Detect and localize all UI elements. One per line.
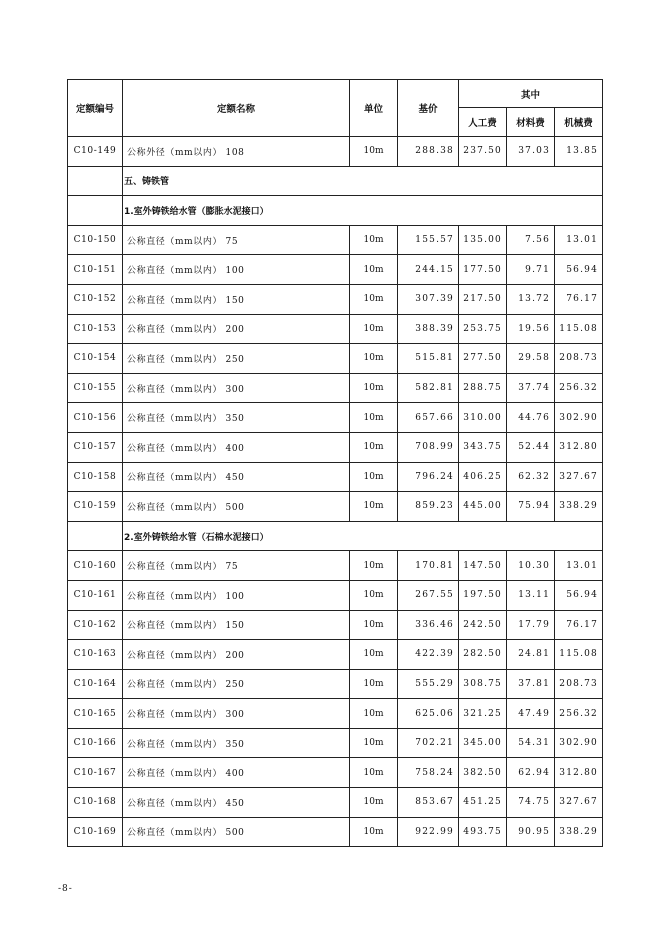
cell-code: C10-158 xyxy=(68,462,123,492)
cell-unit: 10m xyxy=(350,580,398,610)
table-row xyxy=(68,640,603,670)
cell-material: 29.58 xyxy=(507,344,555,374)
cell-base-price: 859.23 xyxy=(398,492,459,522)
table-header xyxy=(68,80,603,137)
table-row xyxy=(68,699,603,729)
cell-material: 44.76 xyxy=(507,403,555,433)
cell-machine: 302.90 xyxy=(555,728,603,758)
cell-unit: 10m xyxy=(350,817,398,847)
cell-labor: 147.50 xyxy=(459,551,507,581)
cell-base-price: 307.39 xyxy=(398,284,459,314)
cell-labor: 406.25 xyxy=(459,462,507,492)
cell-base-price: 422.39 xyxy=(398,640,459,670)
cell-code: C10-169 xyxy=(68,817,123,847)
cell-unit: 10m xyxy=(350,403,398,433)
cell-labor: 277.50 xyxy=(459,344,507,374)
cell-machine: 13.01 xyxy=(555,551,603,581)
cell-machine: 13.01 xyxy=(555,225,603,255)
cell-code: C10-163 xyxy=(68,640,123,670)
cell-base-price: 170.81 xyxy=(398,551,459,581)
cell-machine: 115.08 xyxy=(555,314,603,344)
cell-labor: 135.00 xyxy=(459,225,507,255)
cell-name: 公称直径（mm以内） 300 xyxy=(123,699,350,729)
cell-machine: 312.80 xyxy=(555,432,603,462)
section-row xyxy=(68,196,603,226)
cell-machine: 312.80 xyxy=(555,758,603,788)
header-of-which: 其中 xyxy=(459,80,603,108)
cell-unit: 10m xyxy=(350,284,398,314)
cell-name: 公称直径（mm以内） 100 xyxy=(123,580,350,610)
cell-base-price: 702.21 xyxy=(398,728,459,758)
cell-base-price: 555.29 xyxy=(398,669,459,699)
cell-code: C10-168 xyxy=(68,788,123,818)
cell-machine: 256.32 xyxy=(555,373,603,403)
cell-material: 52.44 xyxy=(507,432,555,462)
cell-unit: 10m xyxy=(350,640,398,670)
cell-code: C10-165 xyxy=(68,699,123,729)
cell-unit: 10m xyxy=(350,492,398,522)
cell-machine: 13.85 xyxy=(555,137,603,167)
table-row xyxy=(68,225,603,255)
cell-code: C10-156 xyxy=(68,403,123,433)
section-code-cell xyxy=(68,521,123,551)
cell-labor: 242.50 xyxy=(459,610,507,640)
cell-name: 公称直径（mm以内） 500 xyxy=(123,492,350,522)
cell-code: C10-157 xyxy=(68,432,123,462)
table-row xyxy=(68,610,603,640)
cell-unit: 10m xyxy=(350,551,398,581)
cell-base-price: 515.81 xyxy=(398,344,459,374)
cell-material: 37.74 xyxy=(507,373,555,403)
quota-table xyxy=(67,79,603,847)
cell-code: C10-151 xyxy=(68,255,123,285)
cell-material: 7.56 xyxy=(507,225,555,255)
cell-code: C10-154 xyxy=(68,344,123,374)
table-row xyxy=(68,492,603,522)
cell-labor: 345.00 xyxy=(459,728,507,758)
header-labor: 人工费 xyxy=(459,108,507,137)
header-material: 材料费 xyxy=(507,108,555,137)
cell-material: 62.32 xyxy=(507,462,555,492)
cell-name: 公称直径（mm以内） 250 xyxy=(123,669,350,699)
cell-name: 公称直径（mm以内） 200 xyxy=(123,314,350,344)
cell-labor: 217.50 xyxy=(459,284,507,314)
table-body xyxy=(68,137,603,847)
section-title: 1.室外铸铁给水管（膨胀水泥接口） xyxy=(123,196,603,226)
cell-code: C10-155 xyxy=(68,373,123,403)
cell-material: 62.94 xyxy=(507,758,555,788)
cell-name: 公称直径（mm以内） 500 xyxy=(123,817,350,847)
table-row xyxy=(68,669,603,699)
cell-machine: 76.17 xyxy=(555,284,603,314)
table-row xyxy=(68,432,603,462)
cell-name: 公称直径（mm以内） 75 xyxy=(123,225,350,255)
cell-base-price: 758.24 xyxy=(398,758,459,788)
cell-material: 90.95 xyxy=(507,817,555,847)
cell-unit: 10m xyxy=(350,462,398,492)
cell-base-price: 853.67 xyxy=(398,788,459,818)
cell-material: 13.72 xyxy=(507,284,555,314)
cell-name: 公称直径（mm以内） 150 xyxy=(123,284,350,314)
cell-name: 公称直径（mm以内） 450 xyxy=(123,788,350,818)
cell-machine: 115.08 xyxy=(555,640,603,670)
section-row xyxy=(68,521,603,551)
cell-name: 公称直径（mm以内） 200 xyxy=(123,640,350,670)
cell-labor: 321.25 xyxy=(459,699,507,729)
cell-base-price: 708.99 xyxy=(398,432,459,462)
table-row xyxy=(68,314,603,344)
header-name: 定额名称 xyxy=(123,80,350,137)
cell-unit: 10m xyxy=(350,344,398,374)
cell-unit: 10m xyxy=(350,728,398,758)
cell-unit: 10m xyxy=(350,758,398,788)
cell-material: 75.94 xyxy=(507,492,555,522)
cell-labor: 382.50 xyxy=(459,758,507,788)
cell-unit: 10m xyxy=(350,699,398,729)
cell-labor: 253.75 xyxy=(459,314,507,344)
cell-material: 37.03 xyxy=(507,137,555,167)
cell-name: 公称直径（mm以内） 350 xyxy=(123,403,350,433)
cell-labor: 177.50 xyxy=(459,255,507,285)
cell-labor: 343.75 xyxy=(459,432,507,462)
cell-machine: 56.94 xyxy=(555,580,603,610)
cell-labor: 308.75 xyxy=(459,669,507,699)
cell-unit: 10m xyxy=(350,255,398,285)
header-base-price: 基价 xyxy=(398,80,459,137)
cell-material: 10.30 xyxy=(507,551,555,581)
cell-code: C10-159 xyxy=(68,492,123,522)
cell-labor: 445.00 xyxy=(459,492,507,522)
cell-name: 公称直径（mm以内） 250 xyxy=(123,344,350,374)
cell-material: 17.79 xyxy=(507,610,555,640)
table-row xyxy=(68,373,603,403)
section-code-cell xyxy=(68,166,123,196)
cell-name: 公称直径（mm以内） 350 xyxy=(123,728,350,758)
cell-labor: 197.50 xyxy=(459,580,507,610)
table-row xyxy=(68,728,603,758)
cell-material: 47.49 xyxy=(507,699,555,729)
table-row xyxy=(68,344,603,374)
cell-unit: 10m xyxy=(350,373,398,403)
table-row xyxy=(68,758,603,788)
cell-labor: 288.75 xyxy=(459,373,507,403)
cell-machine: 327.67 xyxy=(555,462,603,492)
cell-code: C10-149 xyxy=(68,137,123,167)
cell-material: 54.31 xyxy=(507,728,555,758)
cell-machine: 56.94 xyxy=(555,255,603,285)
cell-base-price: 244.15 xyxy=(398,255,459,285)
table-row xyxy=(68,580,603,610)
cell-code: C10-164 xyxy=(68,669,123,699)
cell-name: 公称直径（mm以内） 450 xyxy=(123,462,350,492)
cell-base-price: 288.38 xyxy=(398,137,459,167)
cell-base-price: 388.39 xyxy=(398,314,459,344)
cell-machine: 208.73 xyxy=(555,344,603,374)
cell-unit: 10m xyxy=(350,669,398,699)
cell-material: 13.11 xyxy=(507,580,555,610)
table-row xyxy=(68,403,603,433)
cell-machine: 256.32 xyxy=(555,699,603,729)
cell-name: 公称直径（mm以内） 100 xyxy=(123,255,350,285)
cell-code: C10-167 xyxy=(68,758,123,788)
cell-name: 公称外径（mm以内） 108 xyxy=(123,137,350,167)
cell-base-price: 657.66 xyxy=(398,403,459,433)
cell-unit: 10m xyxy=(350,788,398,818)
header-machine: 机械费 xyxy=(555,108,603,137)
cell-machine: 76.17 xyxy=(555,610,603,640)
cell-labor: 282.50 xyxy=(459,640,507,670)
table-row xyxy=(68,551,603,581)
cell-base-price: 336.46 xyxy=(398,610,459,640)
table-row xyxy=(68,284,603,314)
section-code-cell xyxy=(68,196,123,226)
cell-unit: 10m xyxy=(350,225,398,255)
cell-code: C10-152 xyxy=(68,284,123,314)
cell-material: 74.75 xyxy=(507,788,555,818)
cell-unit: 10m xyxy=(350,137,398,167)
section-title: 2.室外铸铁给水管（石棉水泥接口） xyxy=(123,521,603,551)
cell-material: 24.81 xyxy=(507,640,555,670)
cell-machine: 338.29 xyxy=(555,492,603,522)
cell-name: 公称直径（mm以内） 150 xyxy=(123,610,350,640)
cell-base-price: 155.57 xyxy=(398,225,459,255)
cell-unit: 10m xyxy=(350,610,398,640)
table-row xyxy=(68,462,603,492)
cell-base-price: 625.06 xyxy=(398,699,459,729)
table-row xyxy=(68,255,603,285)
section-row xyxy=(68,166,603,196)
cell-labor: 310.00 xyxy=(459,403,507,433)
table-row xyxy=(68,817,603,847)
cell-machine: 302.90 xyxy=(555,403,603,433)
cell-material: 19.56 xyxy=(507,314,555,344)
table-row xyxy=(68,137,603,167)
cell-code: C10-150 xyxy=(68,225,123,255)
cell-name: 公称直径（mm以内） 400 xyxy=(123,432,350,462)
cell-name: 公称直径（mm以内） 300 xyxy=(123,373,350,403)
cell-base-price: 582.81 xyxy=(398,373,459,403)
cell-labor: 237.50 xyxy=(459,137,507,167)
cell-base-price: 267.55 xyxy=(398,580,459,610)
cell-machine: 208.73 xyxy=(555,669,603,699)
cell-name: 公称直径（mm以内） 400 xyxy=(123,758,350,788)
cell-unit: 10m xyxy=(350,432,398,462)
page-number: -8- xyxy=(58,884,73,894)
cell-name: 公称直径（mm以内） 75 xyxy=(123,551,350,581)
cell-labor: 451.25 xyxy=(459,788,507,818)
header-code: 定额编号 xyxy=(68,80,123,137)
cell-code: C10-153 xyxy=(68,314,123,344)
cell-labor: 493.75 xyxy=(459,817,507,847)
cell-machine: 338.29 xyxy=(555,817,603,847)
cell-machine: 327.67 xyxy=(555,788,603,818)
section-title: 五、铸铁管 xyxy=(123,166,603,196)
cell-code: C10-162 xyxy=(68,610,123,640)
table-row xyxy=(68,788,603,818)
cell-base-price: 796.24 xyxy=(398,462,459,492)
cell-code: C10-161 xyxy=(68,580,123,610)
cell-material: 37.81 xyxy=(507,669,555,699)
cell-base-price: 922.99 xyxy=(398,817,459,847)
header-unit: 单位 xyxy=(350,80,398,137)
cell-unit: 10m xyxy=(350,314,398,344)
cell-code: C10-160 xyxy=(68,551,123,581)
cell-code: C10-166 xyxy=(68,728,123,758)
cell-material: 9.71 xyxy=(507,255,555,285)
